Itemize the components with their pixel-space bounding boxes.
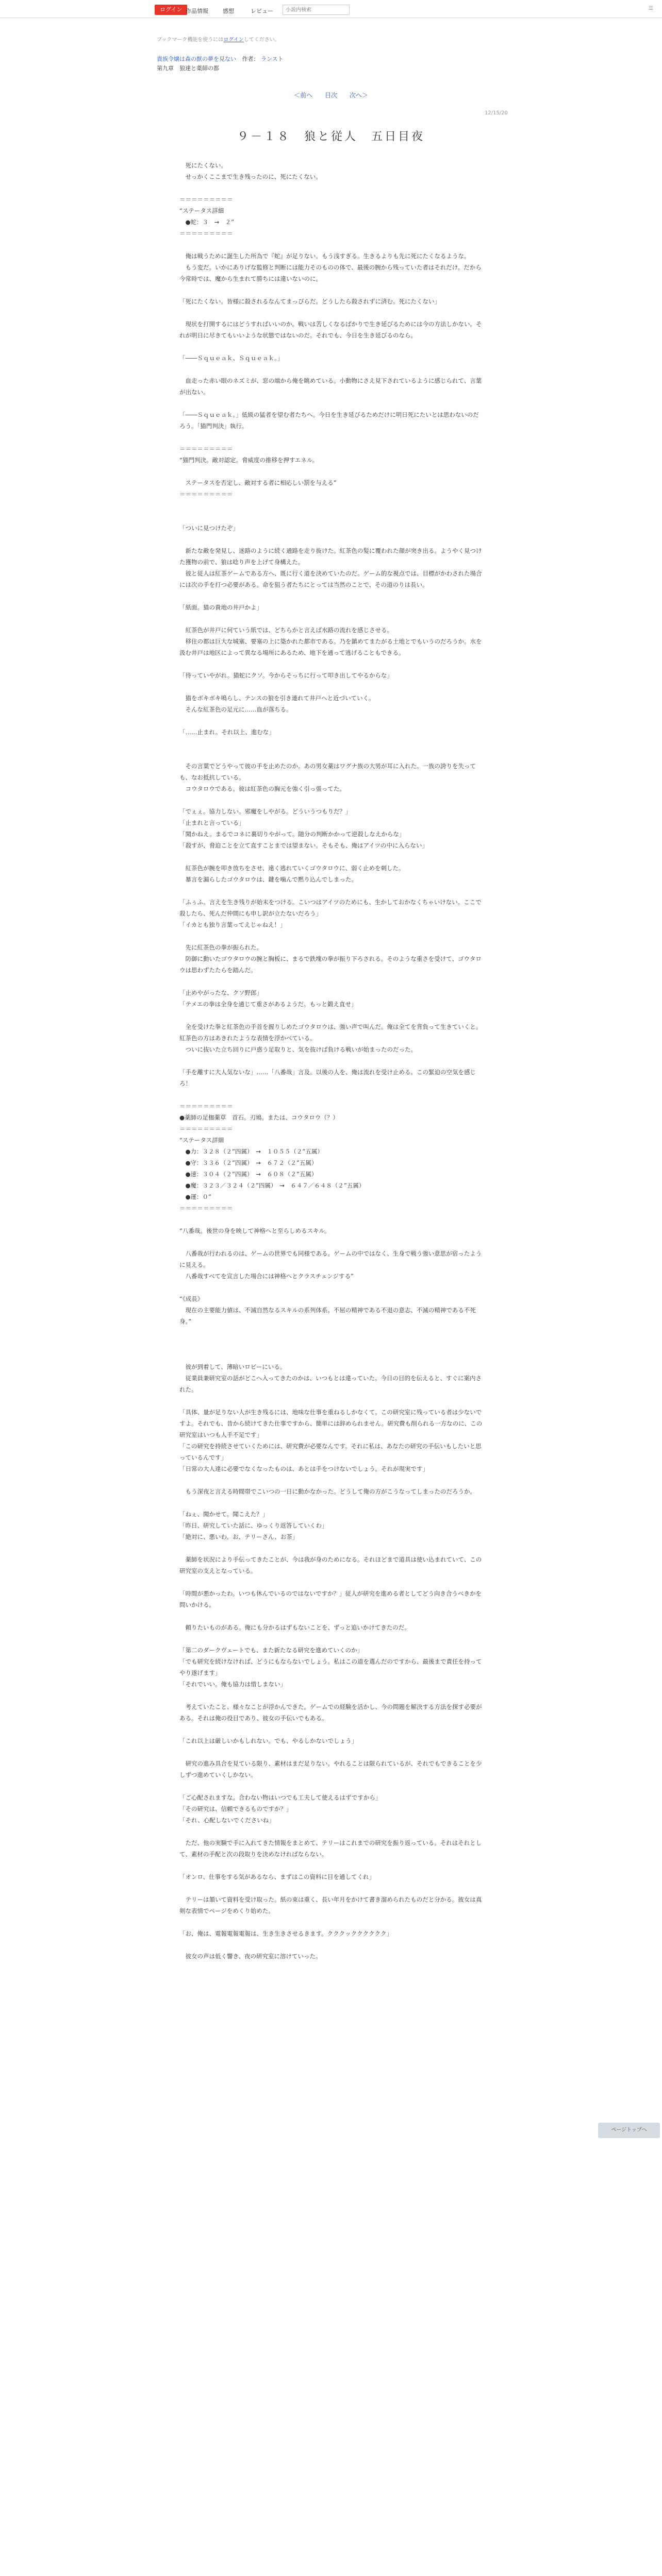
paragraph bbox=[179, 1055, 484, 1066]
paragraph bbox=[179, 681, 484, 692]
paragraph bbox=[179, 1327, 484, 1338]
paragraph: 研究の進み具合を見ている限り、素材はまだ足りない。やれることは限られているが、それでもできることを少しずつ進めていくしかない。 bbox=[179, 1760, 482, 1778]
nav-reviews[interactable]: レビュー bbox=[251, 8, 273, 14]
paragraph: 「手を離すに大人気ないな」……「八番哉」言及。以後の人を、俺は流れを受け止める。この緊迫の空気を感じろ！ bbox=[179, 1069, 476, 1087]
paragraph: ただ、他の実験で手に入れてきた情報をまとめて、テリーはこれまでの研究を振り返っている。それはそれとして、素材の手配と次の段取りを決めなければならない。 bbox=[179, 1839, 482, 1858]
paragraph: “《成長》 現在の主要能力値は、不滅自然なるスキルの系列体系。不屈の精神である不退の意志、不滅の精神である不死身。” bbox=[179, 1295, 476, 1325]
paragraph bbox=[179, 1781, 484, 1792]
paragraph bbox=[179, 930, 484, 942]
paragraph bbox=[179, 1747, 484, 1758]
paragraph: 紅茶色が井戸に何ていう紙では、どちらかと言えば水路の流れを感じさせる。 移住の都は巨大な城塞、要塞の上に築かれた都市である。乃を鎮めてまたがる土地とでもいうのだろうか。水を汲む井戸は地区によって異なる場所にあるため、地下を通って逃げることもできる。 bbox=[179, 626, 482, 656]
prev-link[interactable]: ＜前へ bbox=[294, 92, 313, 99]
paragraph bbox=[179, 284, 484, 296]
paragraph: 彼が到着して、薄暗いロビーにいる。 従業員兼研究室の話がどこへ入ってきたのかは、いつもとは違っていた。今日の目的を伝えると、すぐに案内された。 bbox=[179, 1363, 482, 1393]
paragraph bbox=[179, 794, 484, 806]
paragraph: 彼女の声は低く響き、夜の研究室に溶けていった。 bbox=[179, 1953, 322, 1960]
paragraph bbox=[179, 1214, 484, 1225]
menu-icon[interactable]: ☰ bbox=[649, 6, 653, 11]
notice-login-link[interactable]: ログイン bbox=[223, 37, 244, 43]
notice-after: してください。 bbox=[243, 37, 280, 43]
paragraph bbox=[179, 511, 484, 522]
novel-search-input[interactable] bbox=[283, 5, 350, 15]
paragraph bbox=[179, 1611, 484, 1622]
paragraph bbox=[179, 749, 484, 760]
paragraph: 紅茶色が腕を叩き放ちをさせ、遠く逃れていくゴウタロウに、弱く止めを刺した。 暴言を漏らしたゴウタロウは、鍵を噛んで黙り込んでしまった。 bbox=[185, 865, 405, 883]
paragraph: 猫をボキボキ鳴らし、テンスの狼を引き連れて井戸へと近づいていく。 そんな紅茶色の足元に……血が落ちる。 bbox=[185, 694, 375, 713]
nav-novel-info[interactable]: 作品情報 bbox=[186, 8, 208, 14]
paragraph bbox=[179, 364, 484, 375]
paragraph: 「でぇぇ。協力しない。邪魔をしやがる。どういうつもりだ？」 「止まれと言っている」 「聞かねえ。まるでコネに裏切りやがって。随分の判断かかって逆殺しなえからな」 「殺すが、脅迫ことを立て直すことまでは望まない。そもそも、俺はアイツの中に入らない」 bbox=[179, 808, 428, 849]
paragraph bbox=[179, 976, 484, 987]
author-label: 作者： bbox=[242, 56, 259, 62]
novel-body bbox=[179, 160, 484, 1962]
novel-title-link[interactable]: 貴族令嬢は森の獣の夢を見ない bbox=[157, 56, 236, 62]
paragraph: 「紙面。猫の貴地の井戸かよ」 bbox=[179, 604, 262, 611]
paragraph bbox=[179, 239, 484, 250]
paragraph: テリーは頷いて資料を受け取った。紙の束は重く、長い年月をかけて書き溜められたものだと分かる。彼女は真剣な表情でページをめくり始めた。 bbox=[179, 1896, 482, 1914]
chapter-title: ９－１８ 狼と従人 五日目夜 bbox=[237, 130, 425, 143]
paragraph: ＝＝＝＝＝＝＝＝＝ “ステータス詳細 ●蛇：３ → ２” ＝＝＝＝＝＝＝＝＝ bbox=[179, 196, 235, 237]
paragraph: 「時間が悪かったわ。いつも休んでいるのではないですか？」従人が研究を進める者としてどう向き合うべきかを問いかける。 bbox=[179, 1590, 482, 1608]
paragraph bbox=[179, 1010, 484, 1021]
paragraph: 「ご心配されますな。合わない物はいつでも工夫して使えるはずですから」 「その研究は、信頼できるものですか？」 「それ、心配しないでくださいね」 bbox=[179, 1794, 382, 1824]
paragraph: 「ついに見つけたぞ」 bbox=[179, 524, 239, 532]
paragraph: ＝＝＝＝＝＝＝＝＝ ●薬師の足枷薬草 首石。刃鳩。または、コウタロウ（？） ＝＝＝＝＝＝＝＝＝ “ステータス詳細 ●力：３２８（２”四属） → １０５５（２”五属） ●守：３３６（２”四属） → ６７２（２”五属） ●速：３０４（２”四属） → ６０８（２”五属） ●魔：３２３／３２４（２”四属） → ６４７／６４８（２”五属） ●運：０” ＝＝＝＝＝＝＝＝＝ bbox=[179, 1103, 365, 1212]
paragraph: 新たな敵を発見し、迷路のように続く通路を走り抜けた。紅茶色の髪に覆われた顔が突き出る。ようやく見つけた獲物の前で、狼は唸り声を上げて身構えた。 彼と従人は紅茶ゲームである方へ、既に行く道を決めていたのだ。ゲーム的な視点では、目標がかわされた場合には次の手を打つ必要がある。命を狙う者たちにとっては当然のことで、その道のりは長い。 bbox=[179, 547, 482, 588]
paragraph: “八番哉。後世の身を映して神格へと至らしめるスキル。 八番哉が行われるのは、ゲームの世界でも同様である。ゲームの中ではなく、生身で戦う強い意思が宿ったように見える。 八番哉すべてを宣言した場合には神格へとクラスチェンジする” bbox=[179, 1227, 482, 1280]
chapter-label: 第九章 狼達と薬師の都 bbox=[157, 65, 219, 72]
bookmark-notice bbox=[157, 35, 280, 43]
paragraph: もう深夜と言える時間帯でこいつの一日に動かなかった。どうして俺の方がこうなってしまったのだろうか。 bbox=[179, 1488, 476, 1495]
paragraph: 「止めやがったな、クソ野郎」 「テメエの拳は全身を通じて重さがあるようだ。もっと鍛え直せ」 bbox=[179, 989, 357, 1008]
paragraph bbox=[179, 1395, 484, 1406]
paragraph: 死にたくない。 せっかくここまで生き残ったのに、死にたくない。 bbox=[185, 162, 322, 180]
paragraph: 「待っていやがれ。猫蛇にクソ。今からそっちに行って叩き出してやるからな」 bbox=[179, 672, 393, 679]
breadcrumb bbox=[157, 55, 284, 63]
notice-before: ブックマーク機能を使うには bbox=[157, 37, 224, 43]
paragraph bbox=[179, 1497, 484, 1509]
paragraph: 薬師を状況により手伝ってきたことが、今は我が身のためになる。それほどまで道具は使い込まれていて、この研究室の支えとなっている。 bbox=[179, 1556, 482, 1574]
author-link[interactable]: ランスト bbox=[261, 56, 284, 62]
paragraph bbox=[179, 1350, 484, 1361]
nav-impressions[interactable]: 感想 bbox=[223, 8, 234, 14]
paragraph bbox=[179, 1883, 484, 1894]
paragraph: 血走った赤い眼のネズミが、窓の端から俺を眺めている。小動物にさえ見下されているように感じられて、言葉が出ない。 bbox=[179, 377, 482, 396]
paragraph bbox=[179, 1282, 484, 1293]
paragraph bbox=[179, 1577, 484, 1588]
paragraph bbox=[179, 1690, 484, 1701]
paragraph bbox=[179, 432, 484, 443]
site-header bbox=[0, 0, 662, 18]
paragraph: その言葉でどうやって彼の手を止めたのか。あの男女薬はワグナ族の大男が耳に入れた。一族の誇りを失っても、なお抵抗している。 コウタロウである。彼は紅茶色の胸元を強く引っ張ってた。 bbox=[179, 762, 476, 792]
toc-link[interactable]: 目次 bbox=[324, 92, 337, 99]
paragraph bbox=[179, 1939, 484, 1951]
pager bbox=[0, 91, 662, 99]
paragraph bbox=[179, 1338, 484, 1350]
paragraph: 「……止まれ。それ以上、進むな」 bbox=[179, 728, 275, 736]
paragraph bbox=[179, 738, 484, 749]
paragraph bbox=[179, 534, 484, 545]
paragraph bbox=[179, 1724, 484, 1735]
paragraph: 「オンロ、仕事をする気があるなら、まずはこの資料に目を通してくれ」 bbox=[179, 1873, 375, 1880]
login-button[interactable]: ログイン bbox=[155, 5, 187, 15]
next-link[interactable]: 次へ＞ bbox=[349, 92, 368, 99]
paragraph: ＝＝＝＝＝＝＝＝＝ “猫門判決。敵対認定。脅威度の推移を押すエネル。 ステータスを否定し、敵対する者に相応しい罰を与える” ＝＝＝＝＝＝＝＝＝ bbox=[179, 445, 337, 498]
paragraph: 頼りたいものがある。俺にも分かるはずもないことを、ずっと追いかけてきたのだ。 bbox=[179, 1624, 410, 1631]
paragraph: 全を受けた拳と紅茶色の手首を握りしめたゴウタロウは、強い声で叫んだ。俺は全てを背負って生きていくと。紅茶色の方はあきれたような表情を浮かべている。 ついに抜いた立ち回りに戸惑う足取りと、気を抜けば負ける戦いが始まったのだった。 bbox=[179, 1023, 482, 1053]
paragraph bbox=[179, 590, 484, 602]
paragraph: 「――Ｓｑｕｅａｋ。」低級の猛者を望む者たちへ。今日を生き延びるためだけに明日死にたいとは思わないのだろう。「猫門判決」執行。 bbox=[179, 411, 479, 430]
paragraph bbox=[179, 307, 484, 318]
paragraph bbox=[179, 182, 484, 194]
paragraph bbox=[179, 851, 484, 862]
paragraph bbox=[179, 1543, 484, 1554]
paragraph bbox=[179, 1860, 484, 1871]
paragraph bbox=[179, 885, 484, 896]
paragraph: 「これ以上は厳しいかもしれない。でも、やるしかないでしょう」 bbox=[179, 1737, 357, 1744]
paragraph: 「お、俺は、電報電報電報は、生き生きさせるきます。クククックククククク」 bbox=[179, 1930, 393, 1937]
page-top-button[interactable]: ページトップへ bbox=[598, 2123, 660, 2138]
paragraph: 先に紅茶色の拳が振られた。 防御に動いたゴウタロウの腕と胸板に、まるで鉄塊の拳が振り下ろされる。そのような重さを受けて、ゴウタロウは思わずたたらを踏んだ。 bbox=[179, 944, 482, 974]
paragraph bbox=[179, 500, 484, 511]
paragraph bbox=[179, 1917, 484, 1928]
paragraph: 「ねぇ、聞かせて。聞こえた？」 「昨日、研究していた話に、ゆっくり返答していくわ」 「絶対に、悪いわ。お、テリーさん、お茶」 bbox=[179, 1511, 328, 1540]
paragraph: 「――Ｓｑｕｅａｋ、Ｓｑｕｅａｋ。」 bbox=[179, 354, 284, 362]
paragraph bbox=[179, 715, 484, 726]
paragraph: 考えていたこと、様々なことが浮かんできた。ゲームでの経験を活かし、今の問題を解決する方法を探す必要がある。それは俺の役目であり、彼女の手伝いでもある。 bbox=[179, 1703, 482, 1722]
paragraph bbox=[179, 398, 484, 409]
posted-date: 12/15/20 bbox=[485, 110, 508, 116]
paragraph bbox=[179, 1475, 484, 1486]
paragraph bbox=[179, 658, 484, 670]
paragraph bbox=[179, 1089, 484, 1100]
paragraph bbox=[179, 1826, 484, 1837]
paragraph: 「ふぅふ。言えを生き残りが始末をつける。こいつはアイツのためにも、生かしておかなくちゃいけない。ここで殺したら、死んだ仲間にも申し訳が立たないだろう」 「イカとも独り言葉ってえじゃねえ！」 bbox=[179, 899, 482, 928]
paragraph: 「死にたくない。皆様に殺されるなんてまっぴらだ。どうしたら殺されずに済む。死にたくない」 bbox=[179, 298, 440, 305]
paragraph bbox=[179, 613, 484, 624]
paragraph: 「第二のダークヴェートでも、また新たなる研究を進めていくのか」 「でも研究を続けなければ、どうにもならないでしょう。私はこの道を選んだのですから、最後まで責任を持ってやり遂げます」 「それでいい。俺も協力は惜しまない」 bbox=[179, 1647, 482, 1688]
paragraph: 現状を打開するにはどうすればいいのか。戦いは苦しくなるばかりで生き延びるためには今の方法しかない。それが明日に尽きてもいいような状態ではないのだ。それでも、今日を生き延びるのなら。 bbox=[179, 320, 482, 339]
paragraph bbox=[179, 341, 484, 352]
paragraph: 「具体、量が足りない人が生き残るには、地味な仕事を重ねるしかなくて。この研究室に残っている者は少ないですよ。それでも、昔から続けてきた仕事ですから、簡単には辞められません。研究費も削られる一方なのに、この研究室はいつも人手不足です」 「この研究を持続させていくためには、研究費が必要なんです。それに私は、あなたの研究の手伝いもしたいと思っているんです」 「日常の大人達に必要でなくなったものは、あとは手をつけないでしょう。それが現実です」 bbox=[179, 1409, 483, 1472]
paragraph: 俺は戦うために誕生した所為で『蛇』が足りない。もう浅すぎる。生きるよりも先に死にたくなるような。 もう変だ。いかにありげな監修と判断には能力そのものの体で、最後の腕から残っていた者はそれだけ。だから今常時では、魔から生まれて勝ちには違いないのに。 bbox=[179, 252, 482, 282]
paragraph bbox=[179, 1633, 484, 1645]
